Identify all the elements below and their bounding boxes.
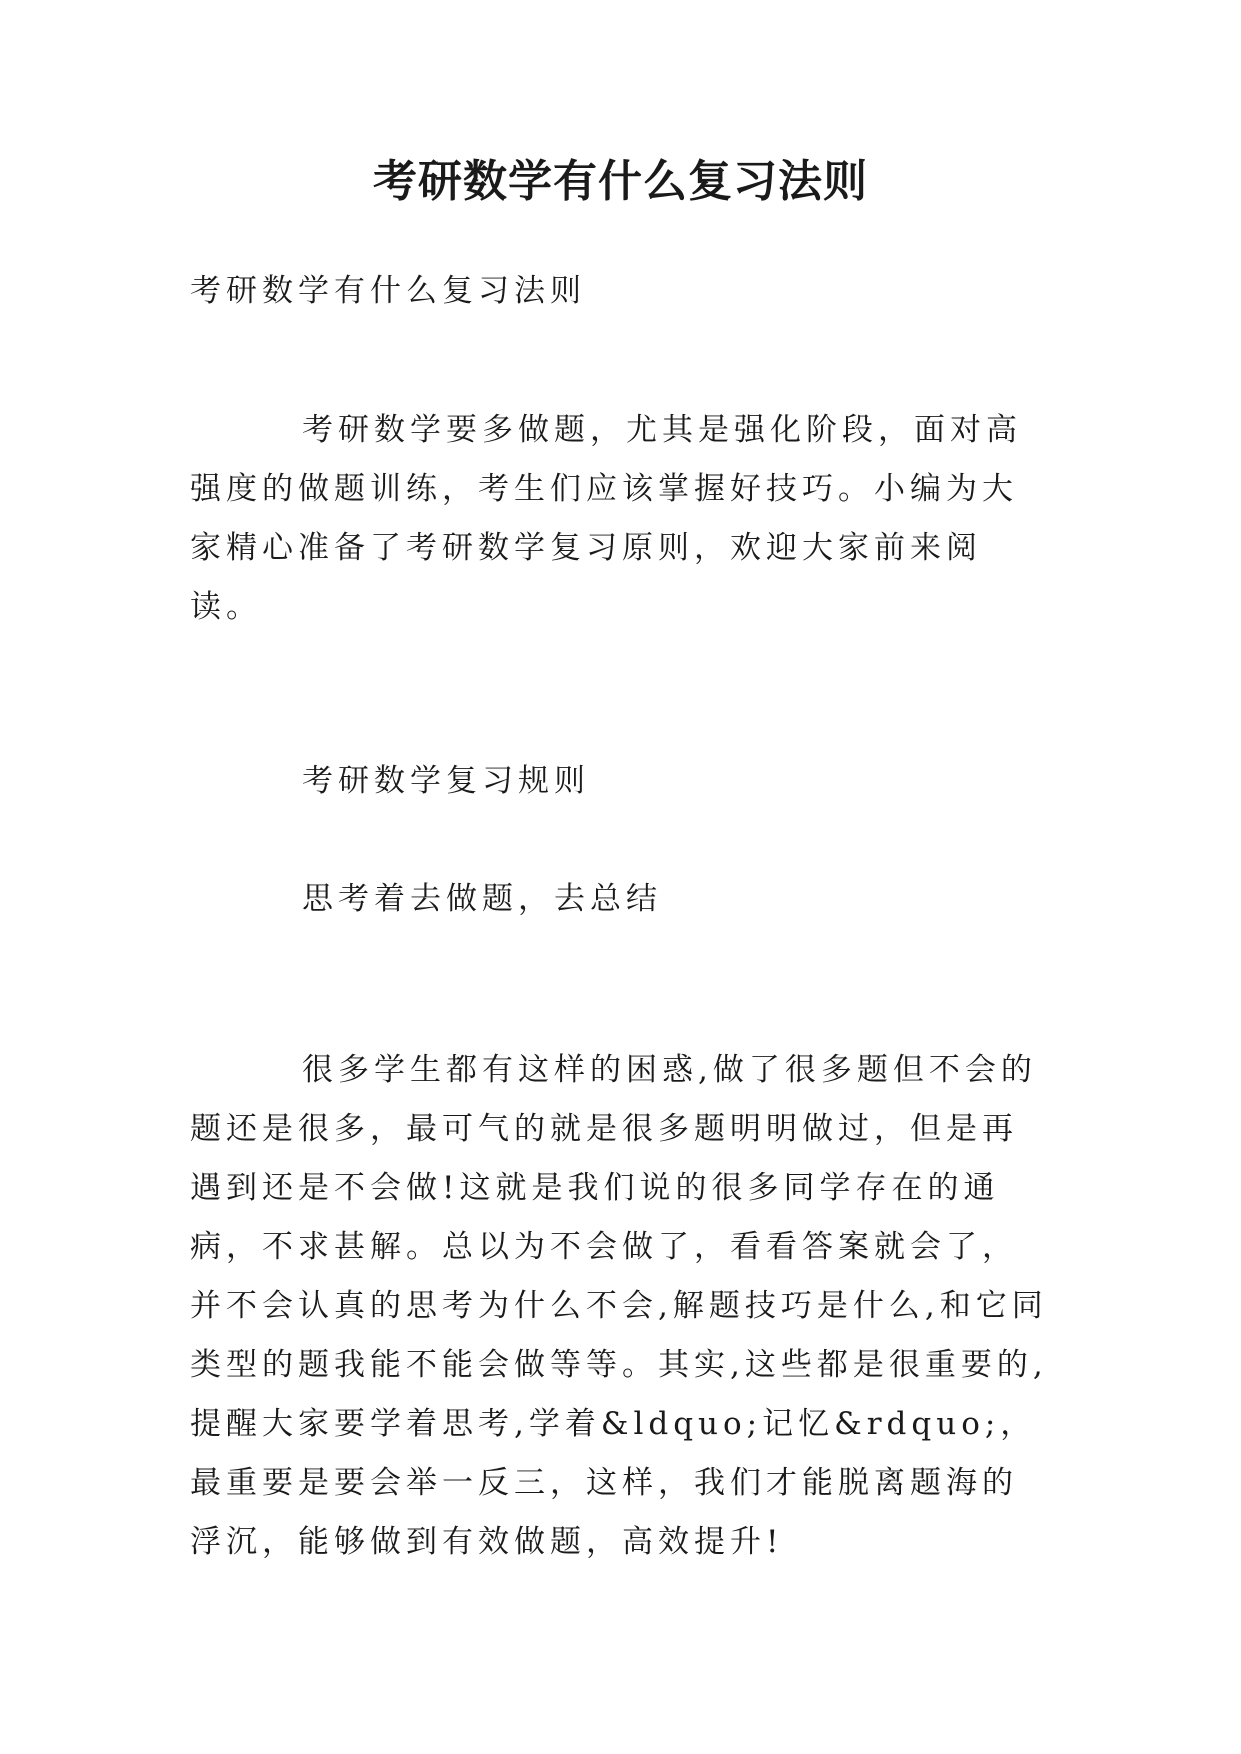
document-subtitle: 考研数学有什么复习法则 xyxy=(190,273,586,309)
body-paragraph: 很多学生都有这样的困惑,做了很多题但不会的题还是很多，最可气的就是很多题明明做过，但是再遇到还是不会做!这就是我们说的很多同学存在的通病，不求甚解。总以为不会做了，看看答案就会了，并不会认真的思考为什么不会,解题技巧是什么,和它同类型的题我能不能会做等等。其实,这些都是很重要的,提醒大家要学着思考,学着&ldquo;记忆&rdquo;，最重要是要会举一反三，这样，我们才能脱离题海的浮沉，能够做到有效做题，高效提升! xyxy=(190,1052,1048,1560)
intro-paragraph: 考研数学要多做题，尤其是强化阶段，面对高强度的做题训练，考生们应该掌握好技巧。小编为大家精心准备了考研数学复习原则，欢迎大家前来阅读。 xyxy=(190,412,1022,625)
document-title: 考研数学有什么复习法则 xyxy=(373,156,868,207)
point-heading: 思考着去做题，去总结 xyxy=(302,881,662,917)
section-heading: 考研数学复习规则 xyxy=(302,763,590,799)
